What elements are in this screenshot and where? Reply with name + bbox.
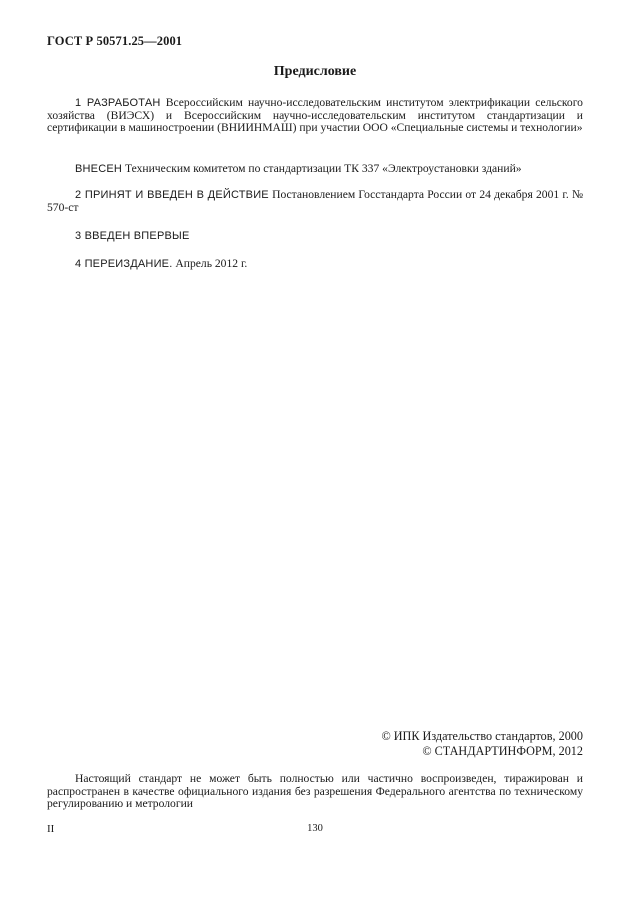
item-text: Апрель 2012 г. — [175, 257, 248, 270]
item-text: Постановлением Госстандарта России от 24 декабря 2001 г. № 570-ст — [47, 188, 584, 214]
item-label: 1 РАЗРАБОТАН — [75, 97, 161, 109]
preface-item-3 — [47, 230, 583, 243]
reproduction-notice: Настоящий стандарт не может быть полностью или частично воспроизведен, тиражирован и распространен в качестве официального издания без разрешения Федерального агентства по техническому регулированию и метрологии — [47, 772, 583, 811]
copyright-line-2: © СТАНДАРТИНФОРМ, 2012 — [422, 744, 583, 758]
section-title: Предисловие — [273, 64, 357, 79]
item-text: Техническим комитетом по стандартизации ТК 337 «Электроустановки зданий» — [124, 162, 522, 175]
item-text: Всероссийским научно-исследовательским институтом электрификации сельского хозяйства (ВИЭСХ) и Всероссийским научно-исследовательским институтом стандартизации и сертификации в машиностроении (ВНИИНМАШ) при участии ООО «Специальные системы и технологии» — [47, 96, 583, 135]
preface-item-4 — [47, 258, 583, 271]
item-label: ВНЕСЕН — [75, 163, 123, 175]
preface-item-2 — [47, 189, 583, 214]
item-label: 2 ПРИНЯТ И ВВЕДЕН В ДЕЙСТВИЕ — [75, 189, 269, 201]
document-code: ГОСТ Р 50571.25—2001 — [47, 34, 183, 48]
copyright-line-1: © ИПК Издательство стандартов, 2000 — [381, 729, 583, 743]
page-number: 130 — [307, 823, 323, 834]
preface-item-1 — [47, 97, 583, 135]
item-label: 3 ВВЕДЕН ВПЕРВЫЕ — [75, 230, 190, 242]
preface-item-submitted — [47, 163, 583, 176]
item-label: 4 ПЕРЕИЗДАНИЕ. — [75, 258, 173, 270]
page-roman-numeral: II — [47, 823, 55, 835]
